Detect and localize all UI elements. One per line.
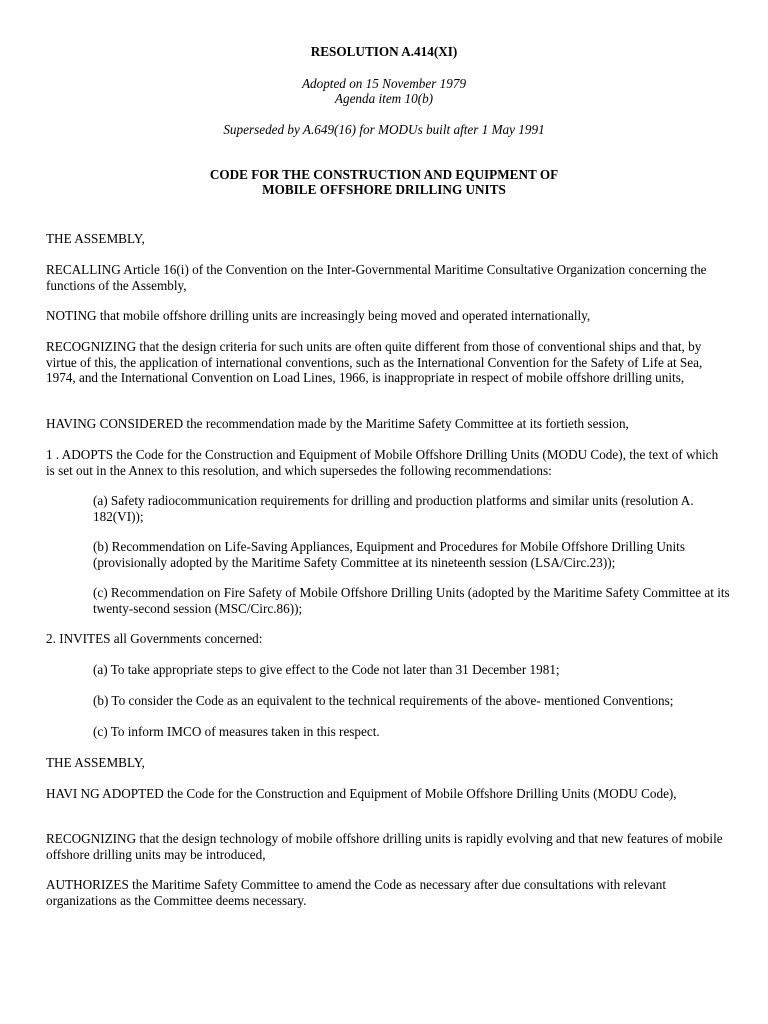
noting-paragraph: NOTING that mobile offshore drilling units are increasingly being moved and operated internationally, xyxy=(46,308,591,323)
list-item: (a) Safety radiocommunication requirements for drilling and production platforms and similar units (resolution A. 182(VI)); xyxy=(93,493,694,524)
assembly-heading: THE ASSEMBLY, xyxy=(46,755,145,770)
adopted-date: Adopted on 15 November 1979 xyxy=(301,76,467,91)
having-adopted-paragraph: HAVI NG ADOPTED the Code for the Construction and Equipment of Mobile Offshore Drilling Units (MODU Code), xyxy=(46,786,677,801)
assembly-heading: THE ASSEMBLY, xyxy=(46,231,145,246)
agenda-item: Agenda item 10(b) xyxy=(334,91,434,106)
authorizes-paragraph: AUTHORIZES the Maritime Safety Committee to amend the Code as necessary after due consultations with relevant organizations as the Committee deems necessary. xyxy=(46,877,667,908)
superseded-note: Superseded by A.649(16) for MODUs built after 1 May 1991 xyxy=(223,122,545,137)
document-title-line1: CODE FOR THE CONSTRUCTION AND EQUIPMENT OF xyxy=(209,167,559,182)
recognizing-paragraph: RECOGNIZING that the design criteria for such units are often quite different from those of conventional ships and that, by virtue of this, the application of international conventions, such as the International Convention for the Safety of Life at Sea, 1974, and the International Convention on Load Lines, 1966, is inappropriate in respect of mobile offshore drilling units, xyxy=(46,339,703,386)
list-item: (a) To take appropriate steps to give effect to the Code not later than 31 December 1981; xyxy=(93,662,560,677)
invites-paragraph: 2. INVITES all Governments concerned: xyxy=(46,631,263,646)
recognizing-paragraph: RECOGNIZING that the design technology of mobile offshore drilling units is rapidly evolving and that new features of mobile offshore drilling units may be introduced, xyxy=(46,831,723,862)
adopts-paragraph: 1 . ADOPTS the Code for the Construction and Equipment of Mobile Offshore Drilling Units (MODU Code), the text of which is set out in the Annex to this resolution, and which supersedes the following recommendations: xyxy=(46,447,719,478)
list-item: (b) Recommendation on Life-Saving Appliances, Equipment and Procedures for Mobile Offshore Drilling Units (provisionally adopted by the Maritime Safety Committee at its nineteenth session (LSA/Circ.23)); xyxy=(93,539,685,570)
document-title-line2: MOBILE OFFSHORE DRILLING UNITS xyxy=(262,182,506,197)
resolution-number: RESOLUTION A.414(XI) xyxy=(310,44,458,59)
list-item: (c) Recommendation on Fire Safety of Mobile Offshore Drilling Units (adopted by the Maritime Safety Committee at its twenty-second session (MSC/Circ.86)); xyxy=(93,585,730,616)
having-considered-paragraph: HAVING CONSIDERED the recommendation made by the Maritime Safety Committee at its fortieth session, xyxy=(46,416,629,431)
list-item: (c) To inform IMCO of measures taken in this respect. xyxy=(93,724,380,739)
recalling-paragraph: RECALLING Article 16(i) of the Convention on the Inter-Governmental Maritime Consultative Organization concerning the functions of the Assembly, xyxy=(46,262,707,293)
list-item: (b) To consider the Code as an equivalent to the technical requirements of the above- mentioned Conventions; xyxy=(93,693,674,708)
